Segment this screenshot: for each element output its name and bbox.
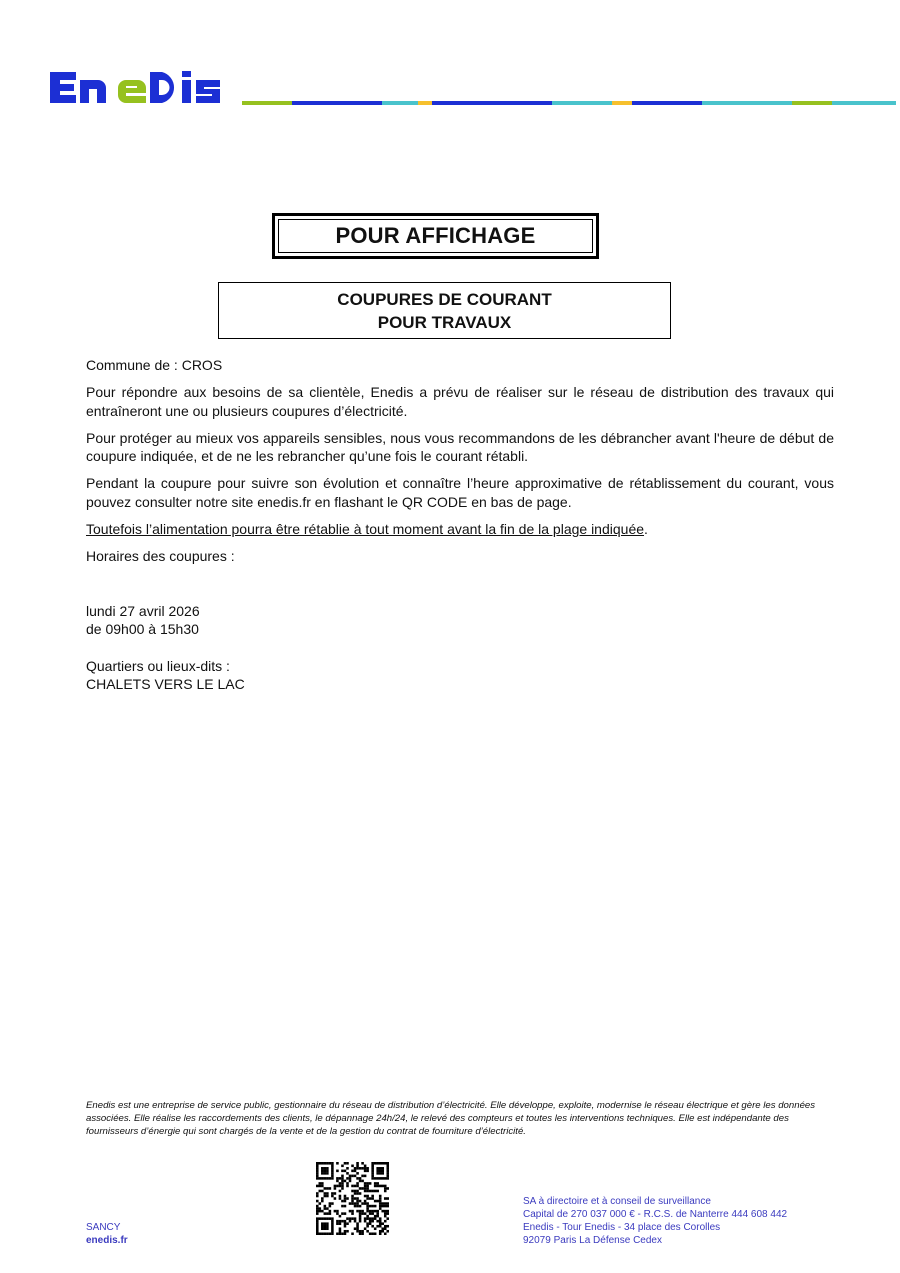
notice-subtitle-line1: COUPURES DE COURANT [337,289,552,309]
paragraph-intro: Pour répondre aux besoins de sa clientèle, Enedis a prévu de réaliser sur le réseau de distribution des travaux qui entraîneront une ou plusieurs coupures d’électricité. [86,384,834,419]
commune-line: Commune de : CROS [86,357,223,373]
outage-time: de 09h00 à 15h30 [86,621,199,637]
notice-body [86,356,834,694]
company-line-3: Enedis - Tour Enedis - 34 place des Corolles [523,1222,721,1233]
affichage-box [272,213,599,259]
paragraph-follow-up: Pendant la coupure pour suivre son évolution et connaître l’heure approximative de rétablissement du courant, vous pouvez consulter notre site enedis.fr en flashant le QR CODE en bas de page. [86,475,834,510]
paragraph-protection: Pour protéger au mieux vos appareils sensibles, nous vous recommandons de les débrancher avant l'heure de début de coupure indiquée, et de ne les rebrancher qu’une fois le courant rétabli. [86,429,834,464]
qr-code-icon[interactable] [316,1162,389,1235]
enedis-logo [44,66,234,108]
footer-left [86,1221,128,1247]
warning-line: Toutefois l’alimentation pourra être rétablie à tout moment avant la fin de la plage indiquée. [86,520,648,537]
company-line-4: 92079 Paris La Défense Cedex [523,1235,662,1246]
company-line-1: SA à directoire et à conseil de surveillance [523,1196,711,1207]
warning-text: Toutefois l’alimentation pourra être rétablie à tout moment avant la fin de la plage indiquée [86,520,645,537]
company-info [523,1195,787,1247]
coupures-box [218,282,671,339]
site-link[interactable]: enedis.fr [86,1235,128,1246]
header-stripe [242,101,896,105]
schedule-label: Horaires des coupures : [86,547,235,564]
places-label: Quartiers ou lieux-dits : [86,657,230,674]
region-name: SANCY [86,1222,121,1233]
notice-subtitle-line2: POUR TRAVAUX [377,312,512,332]
company-line-2: Capital de 270 037 000 € - R.C.S. de Nanterre 444 608 442 [523,1209,788,1220]
outage-date: lundi 27 avril 2026 [86,602,200,619]
places-value: CHALETS VERS LE LAC [86,676,245,692]
legal-notice: Enedis est une entreprise de service public, gestionnaire du réseau de distribution d’électricité. Elle développe, exploite, modernise le réseau électrique et gère les données associées. Elle réalise les raccordements des clients, le dépannage 24h/24, le relevé des compteurs et toutes les interventions techniques. Elle est indépendante des fournisseurs d’énergie qui sont chargés de la vente et de la gestion du contrat de fourniture d’électricité. [86,1100,816,1137]
notice-title: POUR AFFICHAGE [278,219,593,253]
